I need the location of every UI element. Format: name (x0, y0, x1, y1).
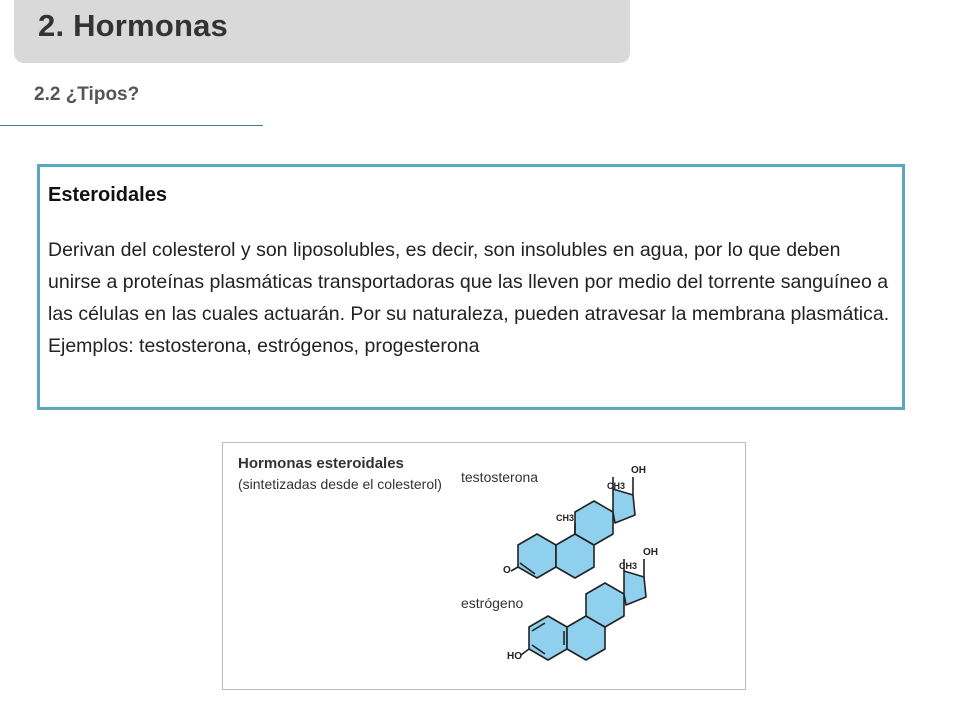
testosterone-oh: OH (631, 465, 646, 476)
subtitle-underline (0, 125, 263, 126)
testosterone-ch3-top: CH3 (607, 481, 626, 491)
box-body-text: Derivan del colesterol y son liposolubles, es decir, son insolubles en agua, por lo que deben unirse a proteínas plasmáticas transportadoras que las lleven por medio del torrente sanguíneo a las células en las cuales actuarán. Por su naturaleza, pueden atravesar la membrana plasmática. Ejemplos: testosterona, estrógenos, progesterona (48, 239, 890, 357)
estrogen-ho: HO (507, 651, 522, 662)
section-subtitle: 2.2 ¿Tipos? (34, 84, 140, 105)
content-box (37, 164, 905, 410)
box-heading: Esteroidales (48, 184, 167, 206)
estrogen-label: estrógeno (461, 595, 524, 611)
figure-subtitle: (sintetizadas desde el colesterol) (238, 476, 442, 492)
testosterone-label: testosterona (461, 469, 539, 485)
estrogen-ring-d (624, 571, 646, 605)
testosterone-ring-d (613, 489, 635, 523)
box-spacer (48, 210, 894, 234)
testosterone-ring-a (518, 534, 556, 578)
estrogen-ch3: CH3 (619, 561, 638, 571)
page-title: 2. Hormonas (38, 8, 228, 43)
testosterone-o: O (503, 565, 511, 576)
figure-title: Hormonas esteroidales (238, 455, 404, 472)
estrogen-ring-a (529, 616, 567, 660)
estrogen-oh: OH (643, 547, 658, 558)
steroid-figure (222, 442, 746, 690)
testosterone-ch3-mid: CH3 (556, 513, 575, 523)
